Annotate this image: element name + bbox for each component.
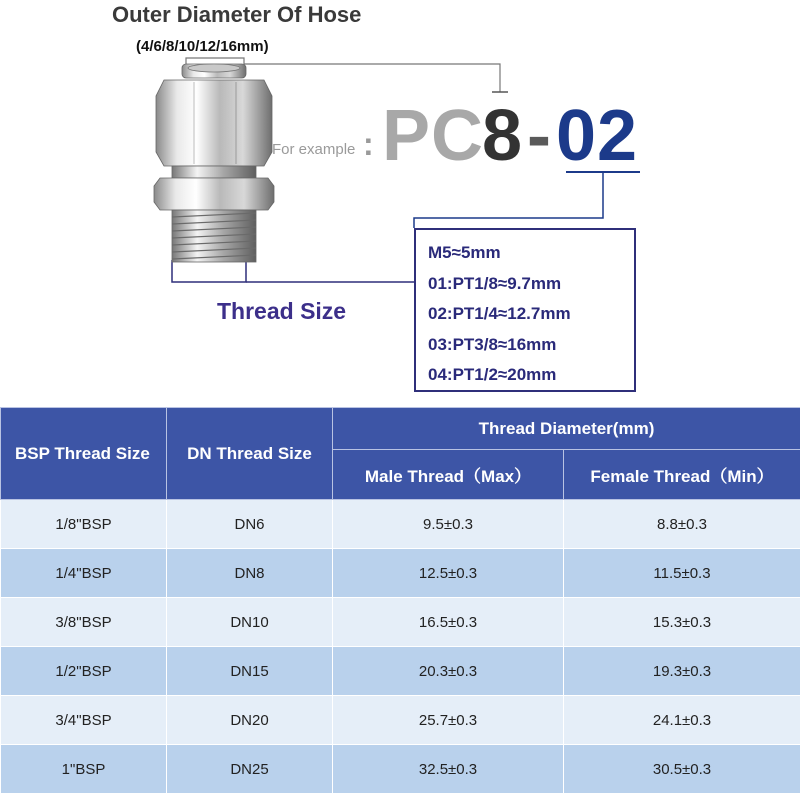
cell-bsp: 1/2"BSP	[1, 647, 167, 696]
table-row	[1, 647, 800, 696]
model-code-hose-size: 8	[482, 96, 524, 176]
cell-male: 12.5±0.3	[333, 549, 564, 598]
thread-option: 01:PT1/8≈9.7mm	[428, 273, 562, 293]
thread-options-box	[414, 228, 636, 392]
cell-male: 25.7±0.3	[333, 696, 564, 745]
cell-dn: DN25	[167, 745, 333, 794]
cell-female: 8.8±0.3	[564, 500, 800, 549]
cell-male: 20.3±0.3	[333, 647, 564, 696]
thread-option: 04:PT1/2≈20mm	[428, 365, 557, 384]
cell-male: 32.5±0.3	[333, 745, 564, 794]
example-colon: :	[363, 126, 374, 162]
cell-female: 15.3±0.3	[564, 598, 800, 647]
cell-dn: DN20	[167, 696, 333, 745]
cell-female: 19.3±0.3	[564, 647, 800, 696]
table-row	[1, 500, 800, 549]
thread-option: 03:PT3/8≈16mm	[428, 334, 557, 354]
model-code-prefix: PC	[382, 96, 485, 176]
thread-option: 02:PT1/4≈12.7mm	[428, 304, 571, 323]
thread-size-label: Thread Size	[217, 298, 347, 324]
cell-dn: DN6	[167, 500, 333, 549]
cell-dn: DN8	[167, 549, 333, 598]
header-female-thread: Female Thread（Min）	[564, 450, 800, 500]
example-label: For example	[272, 141, 356, 158]
header-male-thread: Male Thread（Max）	[333, 450, 564, 500]
thread-spec-table	[0, 407, 800, 794]
table-row	[1, 696, 800, 745]
cell-female: 11.5±0.3	[564, 549, 800, 598]
table-row	[1, 598, 800, 647]
hose-sizes-list: (4/6/8/10/12/16mm)	[136, 38, 269, 55]
cell-dn: DN15	[167, 647, 333, 696]
cell-bsp: 3/4"BSP	[1, 696, 167, 745]
model-code-thread: 02	[556, 96, 639, 176]
cell-female: 30.5±0.3	[564, 745, 800, 794]
cell-bsp: 1/4"BSP	[1, 549, 167, 598]
header-thread-diameter: Thread Diameter(mm)	[333, 408, 800, 450]
header-dn-thread-size: DN Thread Size	[167, 408, 333, 500]
table-row	[1, 549, 800, 598]
cell-bsp: 3/8"BSP	[1, 598, 167, 647]
cell-male: 9.5±0.3	[333, 500, 564, 549]
cell-bsp: 1/8"BSP	[1, 500, 167, 549]
table-row	[1, 745, 800, 794]
thread-option: M5≈5mm	[428, 243, 501, 262]
header-bsp-thread-size: BSP Thread Size	[1, 408, 167, 500]
model-code-dash: -	[527, 96, 552, 176]
cell-dn: DN10	[167, 598, 333, 647]
fitting-illustration	[150, 62, 290, 272]
cell-bsp: 1"BSP	[1, 745, 167, 794]
cell-male: 16.5±0.3	[333, 598, 564, 647]
cell-female: 24.1±0.3	[564, 696, 800, 745]
hose-diameter-title: Outer Diameter Of Hose	[112, 2, 362, 27]
